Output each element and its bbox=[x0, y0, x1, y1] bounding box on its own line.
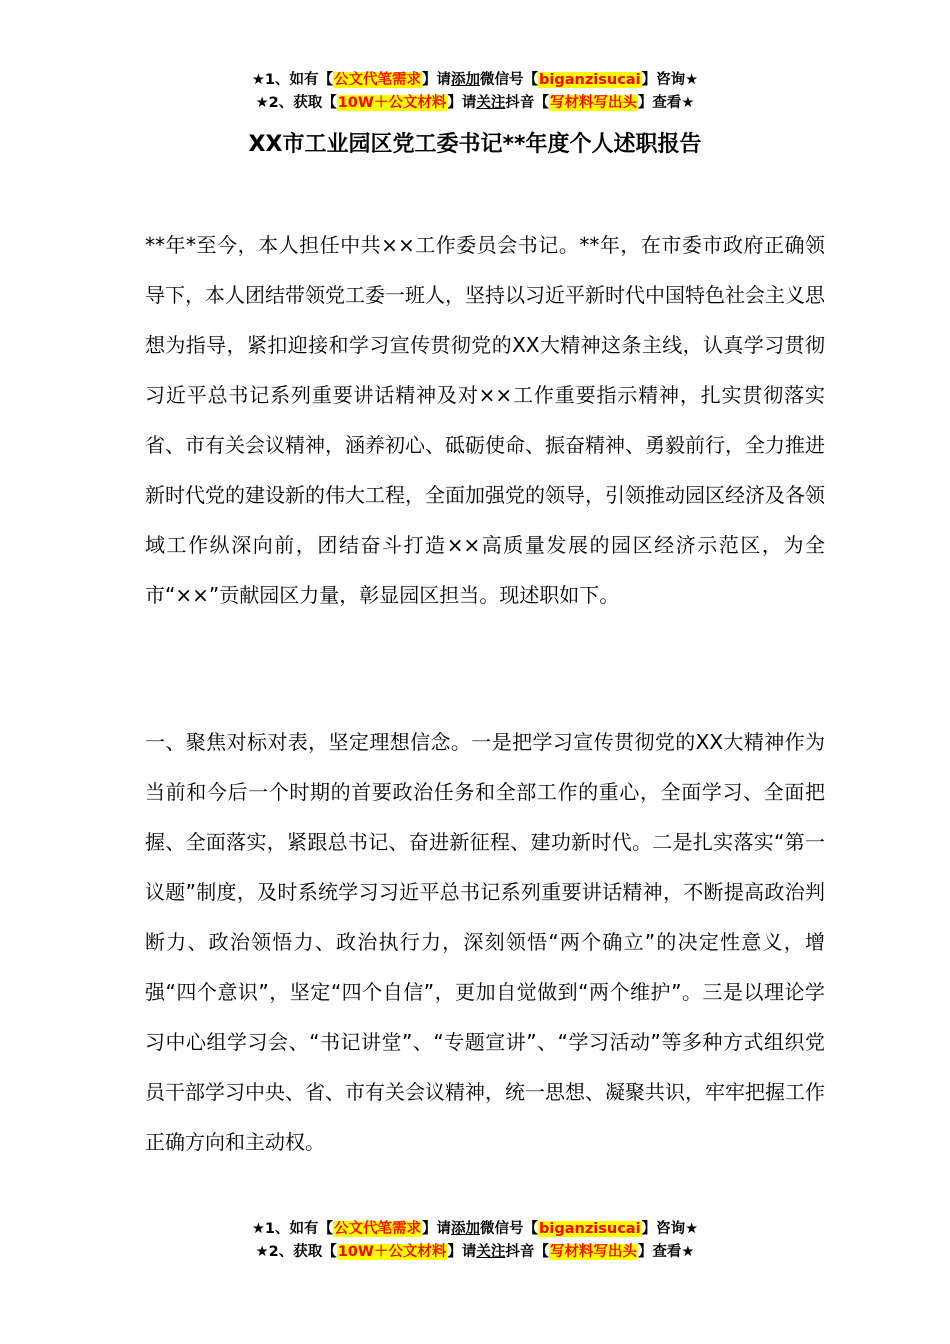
banner-line-2: ★2、获取【10W＋公文材料】请关注抖音【写材料写出头】查看★ bbox=[255, 1244, 695, 1260]
highlight-douyin: 写材料写出头 bbox=[549, 1244, 637, 1260]
banner-line-2: ★2、获取【10W＋公文材料】请关注抖音【写材料写出头】查看★ bbox=[255, 95, 695, 111]
highlight-service: 公文代笔需求 bbox=[334, 72, 422, 88]
highlight-materials: 10W＋公文材料 bbox=[337, 95, 447, 111]
banner-line-1: ★1、如有【公文代笔需求】请添加微信号【biganzisucai】咨询★ bbox=[251, 72, 699, 88]
paragraph-intro: **年*至今，本人担任中共××工作委员会书记。**年，在市委市政府正确领导下，本人团结带领党工委一班人，坚持以习近平新时代中国特色社会主义思想为指导，紧扣迎接和学习宣传贯彻党的XX大精神这条主线，认真学习贯彻习近平总书记系列重要讲话精神及对××工作重要指示精神，扎实贯彻落实省、市有关会议精神，涵养初心、砥砺使命、振奋精神、勇毅前行，全力推进新时代党的建设新的伟大工程，全面加强党的领导，引领推动园区经济及各领域工作纵深向前，团结奋斗打造××高质量发展的园区经济示范区，为全市“××”贡献园区力量，彰显园区担当。现述职如下。 bbox=[145, 233, 825, 607]
footer-ad-banner bbox=[0, 1218, 950, 1264]
banner-line-1: ★1、如有【公文代笔需求】请添加微信号【biganzisucai】咨询★ bbox=[251, 1221, 699, 1237]
highlight-wechat-id: biganzisucai bbox=[539, 1221, 641, 1237]
paragraph-section-1: 一、聚焦对标对表，坚定理想信念。一是把学习宣传贯彻党的XX大精神作为当前和今后一个时期的首要政治任务和全部工作的重心，全面学习、全面把握、全面落实，紧跟总书记、奋进新征程、建功新时代。二是扎实落实“第一议题”制度，及时系统学习习近平总书记系列重要讲话精神，不断提高政治判断力、政治领悟力、政治执行力，深刻领悟“两个确立”的决定性意义，增强“四个意识”，坚定“四个自信”，更加自觉做到“两个维护”。三是以理论学习中心组学习会、“书记讲堂”、“专题宣讲”、“学习活动”等多种方式组织党员干部学习中央、省、市有关会议精神，统一思想、凝聚共识，牢牢把握工作正确方向和主动权。 bbox=[145, 730, 825, 1154]
header-ad-banner bbox=[0, 69, 950, 115]
highlight-materials: 10W＋公文材料 bbox=[337, 1244, 447, 1260]
highlight-douyin: 写材料写出头 bbox=[549, 95, 637, 111]
highlight-service: 公文代笔需求 bbox=[334, 1221, 422, 1237]
highlight-wechat-id: biganzisucai bbox=[539, 72, 641, 88]
document-title: XX市工业园区党工委书记**年度个人述职报告 bbox=[248, 132, 702, 157]
